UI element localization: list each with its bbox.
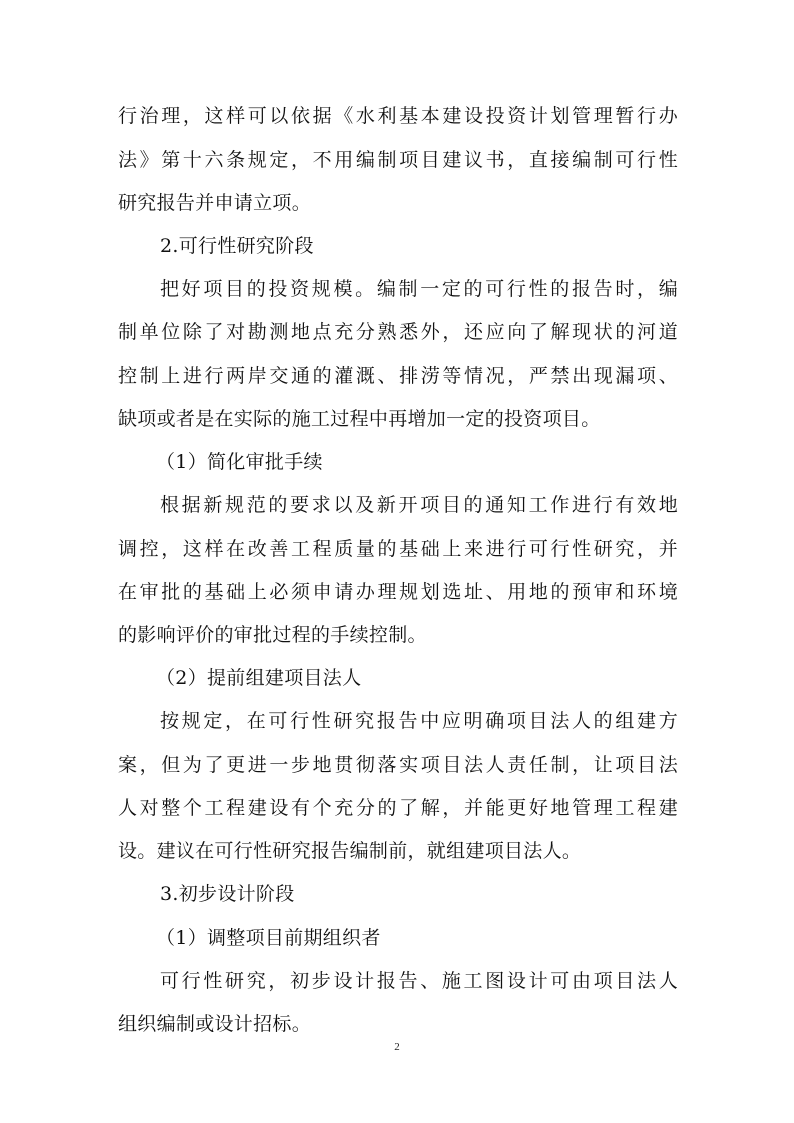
body-line: 制单位除了对勘测地点充分熟悉外，还应向了解现状的河道 xyxy=(118,321,678,343)
paragraph-first-line: 可行性研究，初步设计报告、施工图设计可由项目法人 xyxy=(160,970,678,992)
body-line: 的影响评价的审批过程的手续控制。 xyxy=(118,624,427,646)
body-line: 法》第十六条规定，不用编制项目建议书，直接编制可行性 xyxy=(118,149,678,171)
body-line: 缺项或者是在实际的施工过程中再增加一定的投资项目。 xyxy=(118,408,601,430)
subsection-heading: （2）提前组建项目法人 xyxy=(156,667,362,689)
body-line: 案，但为了更进一步地贯彻落实项目法人责任制，让项目法 xyxy=(118,754,678,776)
section-heading: 2.可行性研究阶段 xyxy=(160,235,314,257)
paragraph-first-line: 按规定，在可行性研究报告中应明确项目法人的组建方 xyxy=(160,710,678,732)
paragraph-first-line: 根据新规范的要求以及新开项目的通知工作进行有效地 xyxy=(160,494,678,516)
body-line: 在审批的基础上必须申请办理规划选址、用地的预审和环境 xyxy=(118,581,678,603)
page-number: 2 xyxy=(394,1041,400,1053)
body-line: 组织编制或设计招标。 xyxy=(118,1013,312,1035)
paragraph-first-line: 把好项目的投资规模。编制一定的可行性的报告时，编 xyxy=(160,278,678,300)
body-line: 研究报告并申请立项。 xyxy=(118,192,312,214)
subsection-heading: （1）调整项目前期组织者 xyxy=(156,927,381,949)
body-line: 调控，这样在改善工程质量的基础上来进行可行性研究，并 xyxy=(118,538,678,560)
body-line: 人对整个工程建设有个充分的了解，并能更好地管理工程建 xyxy=(118,797,678,819)
body-line: 设。建议在可行性研究报告编制前，就组建项目法人。 xyxy=(118,840,582,862)
section-heading: 3.初步设计阶段 xyxy=(160,883,295,905)
subsection-heading: （1）简化审批手续 xyxy=(156,451,323,473)
body-line: 行治理，这样可以依据《水利基本建设投资计划管理暂行办 xyxy=(118,105,678,127)
body-line: 控制上进行两岸交通的灌溉、排涝等情况，严禁出现漏项、 xyxy=(118,365,678,387)
